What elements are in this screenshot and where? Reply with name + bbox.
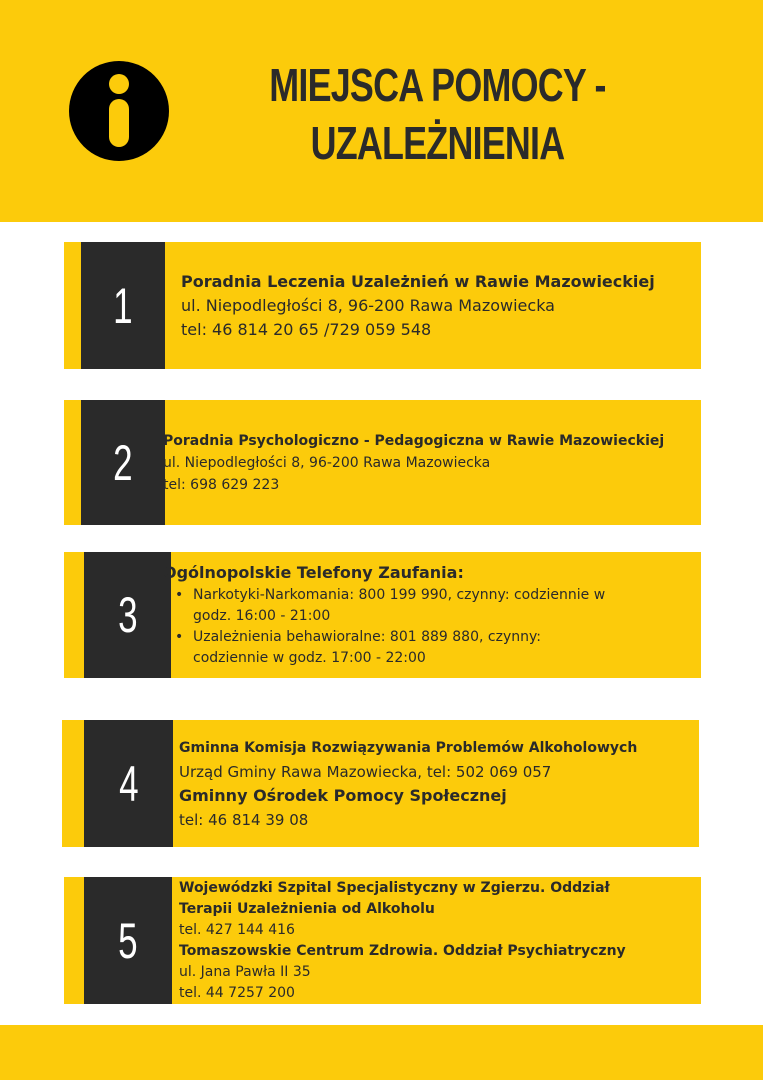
info-icon-bar (109, 99, 129, 147)
card-number-1: 1 (81, 242, 165, 369)
card-number-3: 3 (84, 552, 171, 678)
card-3-title: Ogólnopolskie Telefony Zaufania: (163, 563, 464, 582)
card-5-title-line-1: Wojewódzki Szpital Specjalistyczny w Zgierzu. Oddział (179, 879, 610, 896)
card-content-1 (181, 242, 655, 369)
hotline-list (163, 585, 605, 669)
card-number-2: 2 (81, 400, 165, 525)
title-line-2: UZALEŻNIENIA (310, 117, 565, 169)
card-5-phone-2: tel. 44 7257 200 (179, 984, 295, 1001)
help-card-5 (64, 877, 701, 1004)
help-card-1 (64, 242, 701, 369)
card-1-phone: tel: 46 814 20 65 /729 059 548 (181, 319, 432, 339)
page-title (252, 56, 623, 172)
title-line-1: MIEJSCA POMOCY - (269, 59, 606, 111)
card-1-title: Poradnia Leczenia Uzależnień w Rawie Mazowieckiej (181, 271, 655, 291)
card-1-address: ul. Niepodległości 8, 96-200 Rawa Mazowiecka (181, 295, 555, 315)
card-content-2 (163, 400, 664, 525)
help-card-2 (64, 400, 701, 525)
help-card-3 (64, 552, 701, 678)
header-banner (0, 0, 763, 222)
card-2-phone: tel: 698 629 223 (163, 476, 280, 493)
card-4-phone: tel: 46 814 39 08 (179, 810, 309, 829)
info-icon (69, 61, 169, 161)
help-card-4 (62, 720, 699, 847)
card-content-5 (179, 877, 626, 1004)
card-5-title-line-2: Terapii Uzależnienia od Alkoholu (179, 900, 435, 917)
card-2-address: ul. Niepodległości 8, 96-200 Rawa Mazowiecka (163, 454, 491, 471)
footer-band (0, 1025, 763, 1080)
card-number-4: 4 (84, 720, 173, 847)
card-content-3 (163, 552, 605, 678)
card-5-address-2: ul. Jana Pawła II 35 (179, 963, 311, 980)
card-number-5: 5 (84, 877, 172, 1004)
card-5-phone-1: tel. 427 144 416 (179, 921, 295, 938)
info-icon-dot (109, 74, 129, 94)
card-content-4 (179, 720, 637, 847)
card-2-title: Poradnia Psychologiczno - Pedagogiczna w Rawie Mazowieckiej (163, 432, 665, 449)
hotline-item-1: • Narkotyki-Narkomania: 800 199 990, czynny: codziennie w godz. 16:00 - 21:00 (175, 585, 605, 627)
card-4-title: Gminna Komisja Rozwiązywania Problemów Alkoholowych (179, 739, 638, 756)
card-4-title-2: Gminny Ośrodek Pomocy Społecznej (179, 785, 507, 805)
card-4-office: Urząd Gminy Rawa Mazowiecka, tel: 502 069 057 (179, 762, 552, 781)
hotline-item-2: • Uzależnienia behawioralne: 801 889 880, czynny: codziennie w godz. 17:00 - 22:00 (175, 627, 605, 669)
card-5-title-2: Tomaszowskie Centrum Zdrowia. Oddział Psychiatryczny (179, 942, 626, 959)
